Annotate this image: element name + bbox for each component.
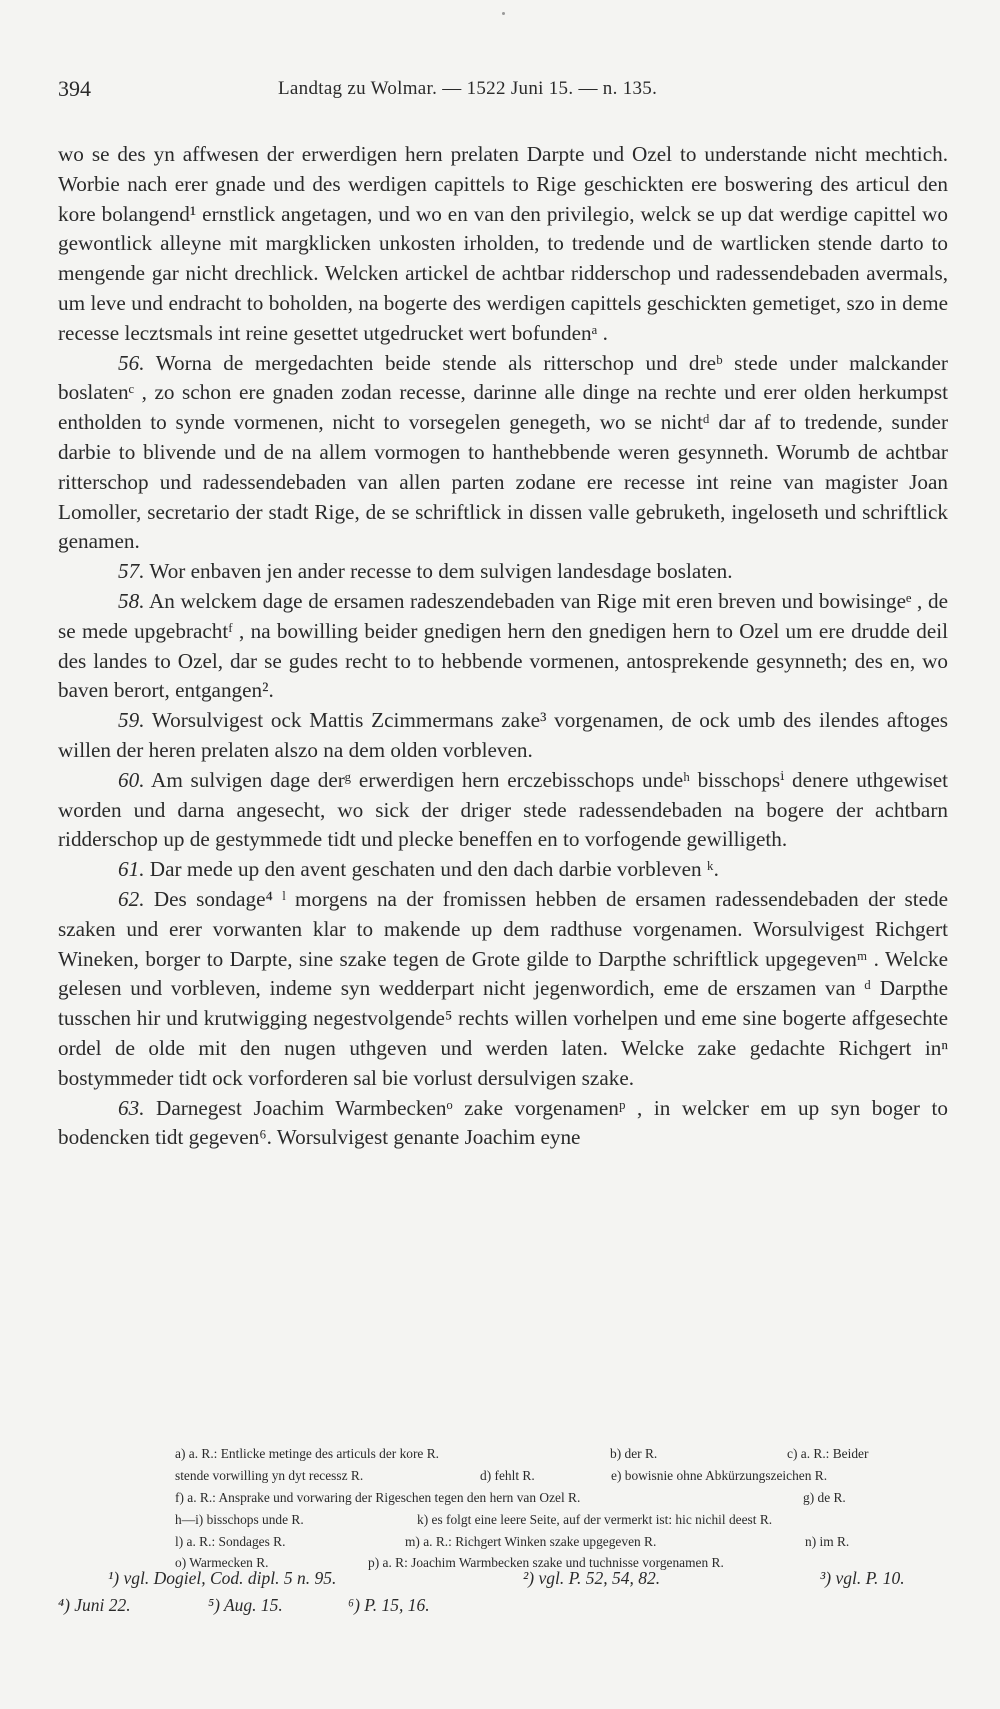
paragraph-text: Darnegest Joachim Warmbeckenᵒ zake vorgenamenᵖ , in welcker em up syn boger to bodencken tidt gegeven⁶. Worsulvigest genante Joachim eyne	[58, 1095, 948, 1150]
variant-note: h—i) bisschops unde R.	[175, 1511, 304, 1527]
variant-note: f) a. R.: Ansprake und vorwaring der Rigeschen tegen den hern van Ozel R.	[175, 1489, 581, 1505]
paragraph-text: Wor enbaven jen ander recesse to dem sulvigen landesdage boslaten.	[149, 559, 733, 584]
variant-note-row	[175, 1465, 940, 1487]
reference-note: ⁴) Juni 22.	[58, 1595, 131, 1615]
paragraph	[58, 766, 948, 855]
paragraph-number: 63.	[118, 1095, 145, 1120]
reference-note: ²) vgl. P. 52, 54, 82.	[523, 1568, 661, 1588]
paragraph-number: 56.	[118, 350, 145, 375]
paragraph	[58, 706, 948, 766]
variant-note-row	[175, 1487, 940, 1509]
paragraph	[58, 885, 948, 1094]
paragraph-number: 58.	[118, 588, 145, 613]
paragraph-text: Worsulvigest ock Mattis Zcimmermans zake³ vorgenamen, de ock umb des ilendes aftoges willen der heren prelaten alszo na dem olden vorbleven.	[58, 708, 948, 762]
paragraph-text: Worna de mergedachten beide stende als ritterschop und dreᵇ stede under malckander boslatenᶜ , zo schon ere gnaden zodan recesse, darinne alle dinge na rechte und erer olden herkumpst entholden to synde vormenen, nicht to vorsegelen genegeth, wo se nichtᵈ dar af to tredende, sunder darbie to blivende und de na allem vormogen to hanthebbende weren gesynneth. Worumb de achtbar ritterschop und radessendebaden van allen parten zodane ere recesse int reine van magister Joan Lomoller, secretario der stadt Rige, de se schriftlick in dissen valle gebruketh, ingeloseth und schriftlick genamen.	[58, 350, 948, 554]
paragraph-text: Des sondage⁴ ˡ morgens na der fromissen hebben de ersamen radessendebaden der stede szaken und erer vorwanten klar to makende up dem radthuse vorgenamen. Worsulvigest Richgert Wineken, borger to Darpte, sine szake tegen de Grote gilde to Darpthe schriftlick upgegevenᵐ . Welcke gelesen und vorbleven, indeme syn wedderpart nicht jegenwordich, eme de erszamen van ᵈ Darpthe tusschen hir und krutwigging negestvolgende⁵ rechts willen vorhelpen und eme sine bogerte affgesechte ordel de olde mit den nugen uthgeven und werden laten. Welcke zake gedachte Richgert inⁿ bostymmeder tidt ock vorforderen sal bie vorlust dersulvigen szake.	[58, 886, 949, 1090]
scan-speck	[502, 12, 505, 15]
paragraph	[58, 855, 948, 885]
page-header	[58, 76, 948, 106]
variant-note: stende vorwilling yn dyt recessz R.	[175, 1467, 364, 1483]
paragraph-text: Dar mede up den avent geschaten und den dach darbie vorbleven ᵏ.	[149, 857, 719, 882]
paragraph	[58, 140, 948, 349]
reference-notes	[58, 1565, 948, 1619]
variant-note: e) bowisnie ohne Abkürzungszeichen R.	[611, 1467, 828, 1483]
variant-note: o) Warmecken R.	[175, 1555, 269, 1571]
reference-note: ³) vgl. P. 10.	[820, 1568, 905, 1588]
paragraph-number: 59.	[118, 708, 145, 733]
variant-notes	[175, 1443, 940, 1574]
reference-row	[58, 1565, 948, 1592]
reference-note: ⁶) P. 15, 16.	[348, 1595, 430, 1615]
paragraph-text: An welckem dage de ersamen radeszendebaden van Rige mit eren breven und bowisingeᵉ , de se mede upgebrachtᶠ , na bowilling beider gnedigen hern den gnedigen hern to Ozel um ere drudde deil des landes to Ozel, dar se gudes recht to to hebbende vormenen, antosprekende gesynneth; des en, wo baven berort, entgangen².	[58, 588, 948, 703]
page-number: 394	[58, 76, 91, 101]
main-text	[58, 140, 948, 1153]
paragraph	[58, 349, 948, 558]
variant-note-row	[175, 1531, 940, 1553]
paragraph-number: 62.	[118, 886, 145, 911]
variant-note: g) de R.	[803, 1489, 846, 1505]
variant-note: m) a. R.: Richgert Winken szake upgegeven R.	[405, 1533, 657, 1549]
paragraph-number: 57.	[118, 559, 145, 584]
variant-note: c) a. R.: Beider	[787, 1446, 869, 1461]
paragraph	[58, 1094, 948, 1154]
variant-note: d) fehlt R.	[480, 1467, 535, 1483]
variant-note: b) der R.	[610, 1446, 658, 1461]
variant-note: l) a. R.: Sondages R.	[175, 1533, 286, 1549]
variant-note: p) a. R: Joachim Warmbecken szake und tuchnisse vorgenamen R.	[368, 1555, 724, 1571]
variant-note: n) im R.	[805, 1533, 850, 1549]
paragraph	[58, 557, 948, 587]
paragraph-text: wo se des yn affwesen der erwerdigen hern prelaten Darpte und Ozel to understande nicht mechtich. Worbie nach erer gnade und des werdigen capittels to Rige geschickten ere boswering des articul den kore bolangend¹ ernstlick angetagen, und wo en van den privilegio, welck se up dat werdige capittel wo gewontlick alleyne mit margklicken unkosten irholden, to tredende und de wartlicken stende darto to mengende gar nicht drechlick. Welcken artickel de achtbar ridderschop und radessendebaden avermals, um leve und endracht to boholden, na bogerte des werdigen capittels geschickten gemetiget, szo in deme recesse lecztsmals int reine gesettet utgedrucket wert bofundenᵃ .	[58, 142, 948, 345]
variant-note-row	[175, 1509, 940, 1531]
variant-note-row	[175, 1443, 940, 1465]
paragraph-number: 60.	[118, 767, 145, 792]
reference-note: ¹) vgl. Dogiel, Cod. dipl. 5 n. 95.	[108, 1568, 337, 1588]
paragraph-text: Am sulvigen dage derᵍ erwerdigen hern erczebisschops undeʰ bisschopsⁱ denere uthgewiset worden und darna angesecht, wo sick der driger stede radessendebaden na bogere der achtbarn ridderschop up de gestymmede tidt und plecke beneffen en to vorfogende gewilligeth.	[58, 767, 948, 852]
paragraph-number: 61.	[118, 857, 145, 882]
variant-note: k) es folgt eine leere Seite, auf der vermerkt ist: hic nichil deest R.	[417, 1511, 773, 1527]
running-title: Landtag zu Wolmar. — 1522 Juni 15. — n. 135.	[278, 78, 658, 99]
reference-note: ⁵) Aug. 15.	[208, 1595, 283, 1615]
variant-note: a) a. R.: Entlicke metinge des articuls der kore R.	[175, 1446, 440, 1461]
paragraph	[58, 587, 948, 706]
reference-row	[58, 1592, 948, 1619]
